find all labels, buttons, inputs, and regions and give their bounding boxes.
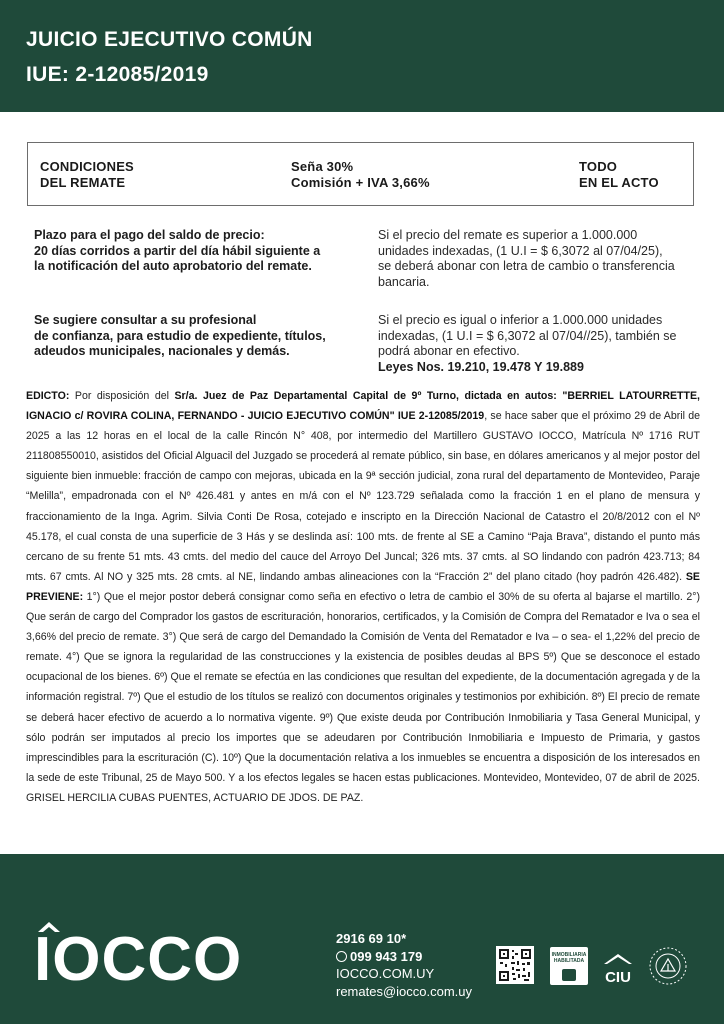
svg-text:CIU: CIU xyxy=(605,969,631,986)
case-iue: IUE: 2-12085/2019 xyxy=(26,63,209,86)
commission-text: Comisión + IVA 3,66% xyxy=(291,175,430,190)
advice-block: Se sugiere consultar a su profesional de confianza, para estudio de expediente, títulos, adeudos municipales, nacionales y demás. xyxy=(34,313,326,358)
price-below-block: Si el precio es igual o inferior a 1.000.000 unidades indexadas, (1 U.I = $ 6,3072 al 07/04//25), también se podrá abonar en efectivo. Leyes Nos. 19.210, 19.478 Y 19.889 xyxy=(378,313,677,374)
ciu-logo xyxy=(600,952,636,986)
previene-label: SE PREVIENE: xyxy=(26,570,700,603)
qr-code-icon[interactable] xyxy=(496,946,534,984)
website-link[interactable]: IOCCO.COM.UY xyxy=(336,966,435,981)
deposit-text: Seña 30% xyxy=(291,159,354,174)
camara-inmobiliaria-seal xyxy=(648,946,688,986)
conditions-timing: TODO EN EL ACTO xyxy=(579,159,659,190)
iocco-logo: IOCCO xyxy=(34,928,284,992)
email-link[interactable]: remates@iocco.com.uy xyxy=(336,983,473,999)
whatsapp-number[interactable]: 099 943 179 xyxy=(336,948,472,966)
court-reference: Sr/a. Juez de Paz Departamental Capital de 9º Turno, dictada en autos: "BERRIEL LATOURRETTE, IGNACIO c/ ROVIRA COLINA, FERNANDO - JUICIO EJECUTIVO COMÚN" IUE 2-12085/2019 xyxy=(26,390,700,423)
case-title: JUICIO EJECUTIVO COMÚN xyxy=(26,28,313,51)
laws-reference: Leyes Nos. 19.210, 19.478 Y 19.889 xyxy=(378,359,584,374)
payment-term-block: Plazo para el pago del saldo de precio: 20 días corridos a partir del día hábil siguiente a la notificación del auto aprobatorio del remate. xyxy=(34,228,321,273)
conditions-terms xyxy=(291,159,430,191)
price-above-block: Si el precio del remate es superior a 1.000.000 unidades indexadas, (1 U.I = $ 6,3072 al 07/04/25), se deberá abonar con letra de cambio o transferencia bancaria. xyxy=(378,228,675,289)
edict-label: EDICTO: xyxy=(26,390,70,402)
contact-info xyxy=(336,930,472,1000)
conditions-label: CONDICIONES DEL REMATE xyxy=(40,159,134,190)
phone-number[interactable]: 2916 69 10* xyxy=(336,931,407,946)
inmobiliaria-habilitada-badge: INMOBILIARIA HABILITADA xyxy=(550,947,588,985)
whatsapp-icon xyxy=(336,951,347,962)
edict-text: EDICTO: Por disposición del Sr/a. Juez de Paz Departamental Capital de 9º Turno, dictada en autos: "BERRIEL LATOURRETTE, IGNACIO c/ ROVIRA COLINA, FERNANDO - JUICIO EJECUTIVO COMÚN" IUE 2-12085/2019, se hace saber que el próximo 29 de Abril de 2025 a las 12 horas en el local de la calle Rincón N° 408, por intermedio del Martillero GUSTAVO IOCCO, Matrícula Nº 1716 RUT 211808550010, asistidos del Oficial Alguacil del Juzgado se procederá al remate público, sin base, en dólares americanos y al mejor postor del siguiente bien inmueble: fracción de campo con mejoras, ubicada en la 9ª sección judicial, zona rural del departamento de Montevideo, Paraje “Melilla”, empadronada con el Nº 426.481 y antes en m/á con el Nº 123.729 señalada como la fracción 1 en el plano de mensura y fraccionamiento de la Inga. Agrim. Silvia Conti De Rosa, cotejado e inscripto en la Dirección Nacional de Catastro el 20/8/2012 con el Nº 45.178, el cual consta de una superficie de 3 Hás y se deslinda así: 100 mts. de frente al SE a Camino “Paja Brava”, distando el punto más cercano de su frente 51 mts. 43 cmts. del medio del cauce del Arroyo Del Juncal; 326 mts. 37 cmts. al SO lindando con padrón 423.713; 84 mts. 67 cmts. Al NO y 325 mts. 28 cmts. al NE, lindando ambas alineaciones con la “Fracción 2” del plano citado (hoy padrón 426.482). SE PREVIENE: 1°) Que el mejor postor deberá consignar como seña en efectivo o letra de cambio el 30% de su oferta al bajarse el martillo. 2°) Que serán de cargo del Comprador los gastos de escrituración, honorarios, certificados, y la Comisión de Compra del Rematador e Iva o sea el 3,66% del precio de remate. 3°) Que será de cargo del Demandado la Comisión de Venta del Rematador e Iva – o sea- el 1,22% del precio de remate. 4°) Que se ignora la regularidad de las construcciones y la existencia de posibles deudas al BPS 5º) Que se desconoce el estado ocupacional de los bienes. 6º) Que el remate se efectúa en las condiciones que resultan del expediente, de la documentación agregada y de la información registral. 7º) Que el estudio de los títulos se realizó con documentos originales y testimonios por exhibición. 8º) El precio de remate se deberá hacer efectivo de acuerdo a lo normativa vigente. 9º) Que existe deuda por Contribución Inmobiliaria y Tasa General Municipal, y sólo podrán ser imputados al precio los importes que se adeudaren por Contribución Inmobiliaria e Impuesto de Primaria, y gastos imprescindibles para la escrituración (C). 10º) Que la documentación relativa a los inmuebles se encuentra a disposición de los interesados en la sede de este Tribunal, 25 de Mayo 500. Y a los efectos legales se hacen estas publicaciones. Montevideo, Montevideo, 07 de abril de 2025. GRISEL HERCILIA CUBAS PUENTES, ACTUARIO DE JDOS. DE PAZ. xyxy=(26,390,701,804)
auction-conditions-box xyxy=(27,142,694,206)
header-banner xyxy=(0,0,724,112)
seal-icon xyxy=(562,969,576,981)
